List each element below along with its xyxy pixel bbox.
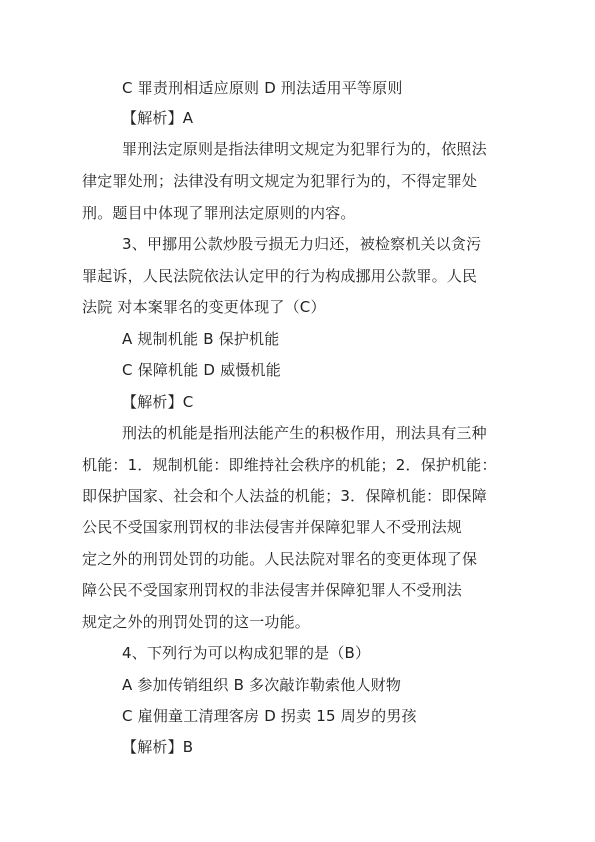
analysis-label: 【解析】C	[122, 393, 194, 411]
analysis-text: 罪刑法定原则是指法律明文规定为犯罪行为的，依照法	[122, 140, 487, 158]
question-text: 法院 对本案罪名的变更体现了（C）	[82, 298, 326, 316]
question-text: 4、下列行为可以构成犯罪的是（B）	[122, 644, 371, 662]
analysis-label: 【解析】A	[122, 109, 194, 127]
analysis-text: 刑。题目中体现了罪刑法定原则的内容。	[82, 204, 356, 222]
analysis-text: 律定罪处刑；法律没有明文规定为犯罪行为的，不得定罪处	[82, 172, 478, 190]
option-line: C 保障机能 D 威慑机能	[122, 361, 281, 379]
analysis-text: 定之外的刑罚处罚的功能。人民法院对罪名的变更体现了保	[82, 550, 478, 568]
analysis-label: 【解析】B	[122, 738, 194, 756]
analysis-text: 公民不受国家刑罚权的非法侵害并保障犯罪人不受刑法规	[82, 518, 463, 536]
option-line: C 雇佣童工清理客房 D 拐卖 15 周岁的男孩	[122, 707, 417, 725]
analysis-text: 障公民不受国家刑罚权的非法侵害并保障犯罪人不受刑法	[82, 581, 463, 599]
option-line: A 参加传销组织 B 多次敲诈勒索他人财物	[122, 676, 402, 694]
question-text: 3、甲挪用公款炒股亏损无力归还，被检察机关以贪污	[122, 235, 482, 253]
analysis-text: 刑法的机能是指刑法能产生的积极作用，刑法具有三种	[122, 424, 487, 442]
question-text: 罪起诉，人民法院依法认定甲的行为构成挪用公款罪。人民	[82, 267, 478, 285]
analysis-text: 机能：1．规制机能：即维持社会秩序的机能；2．保护机能：	[82, 456, 497, 474]
analysis-text: 即保护国家、社会和个人法益的机能；3．保障机能：即保障	[82, 487, 487, 505]
analysis-text: 规定之外的刑罚处罚的这一功能。	[82, 613, 311, 631]
option-line: A 规制机能 B 保护机能	[122, 330, 280, 348]
option-line: C 罪责刑相适应原则 D 刑法适用平等原则	[122, 79, 403, 97]
